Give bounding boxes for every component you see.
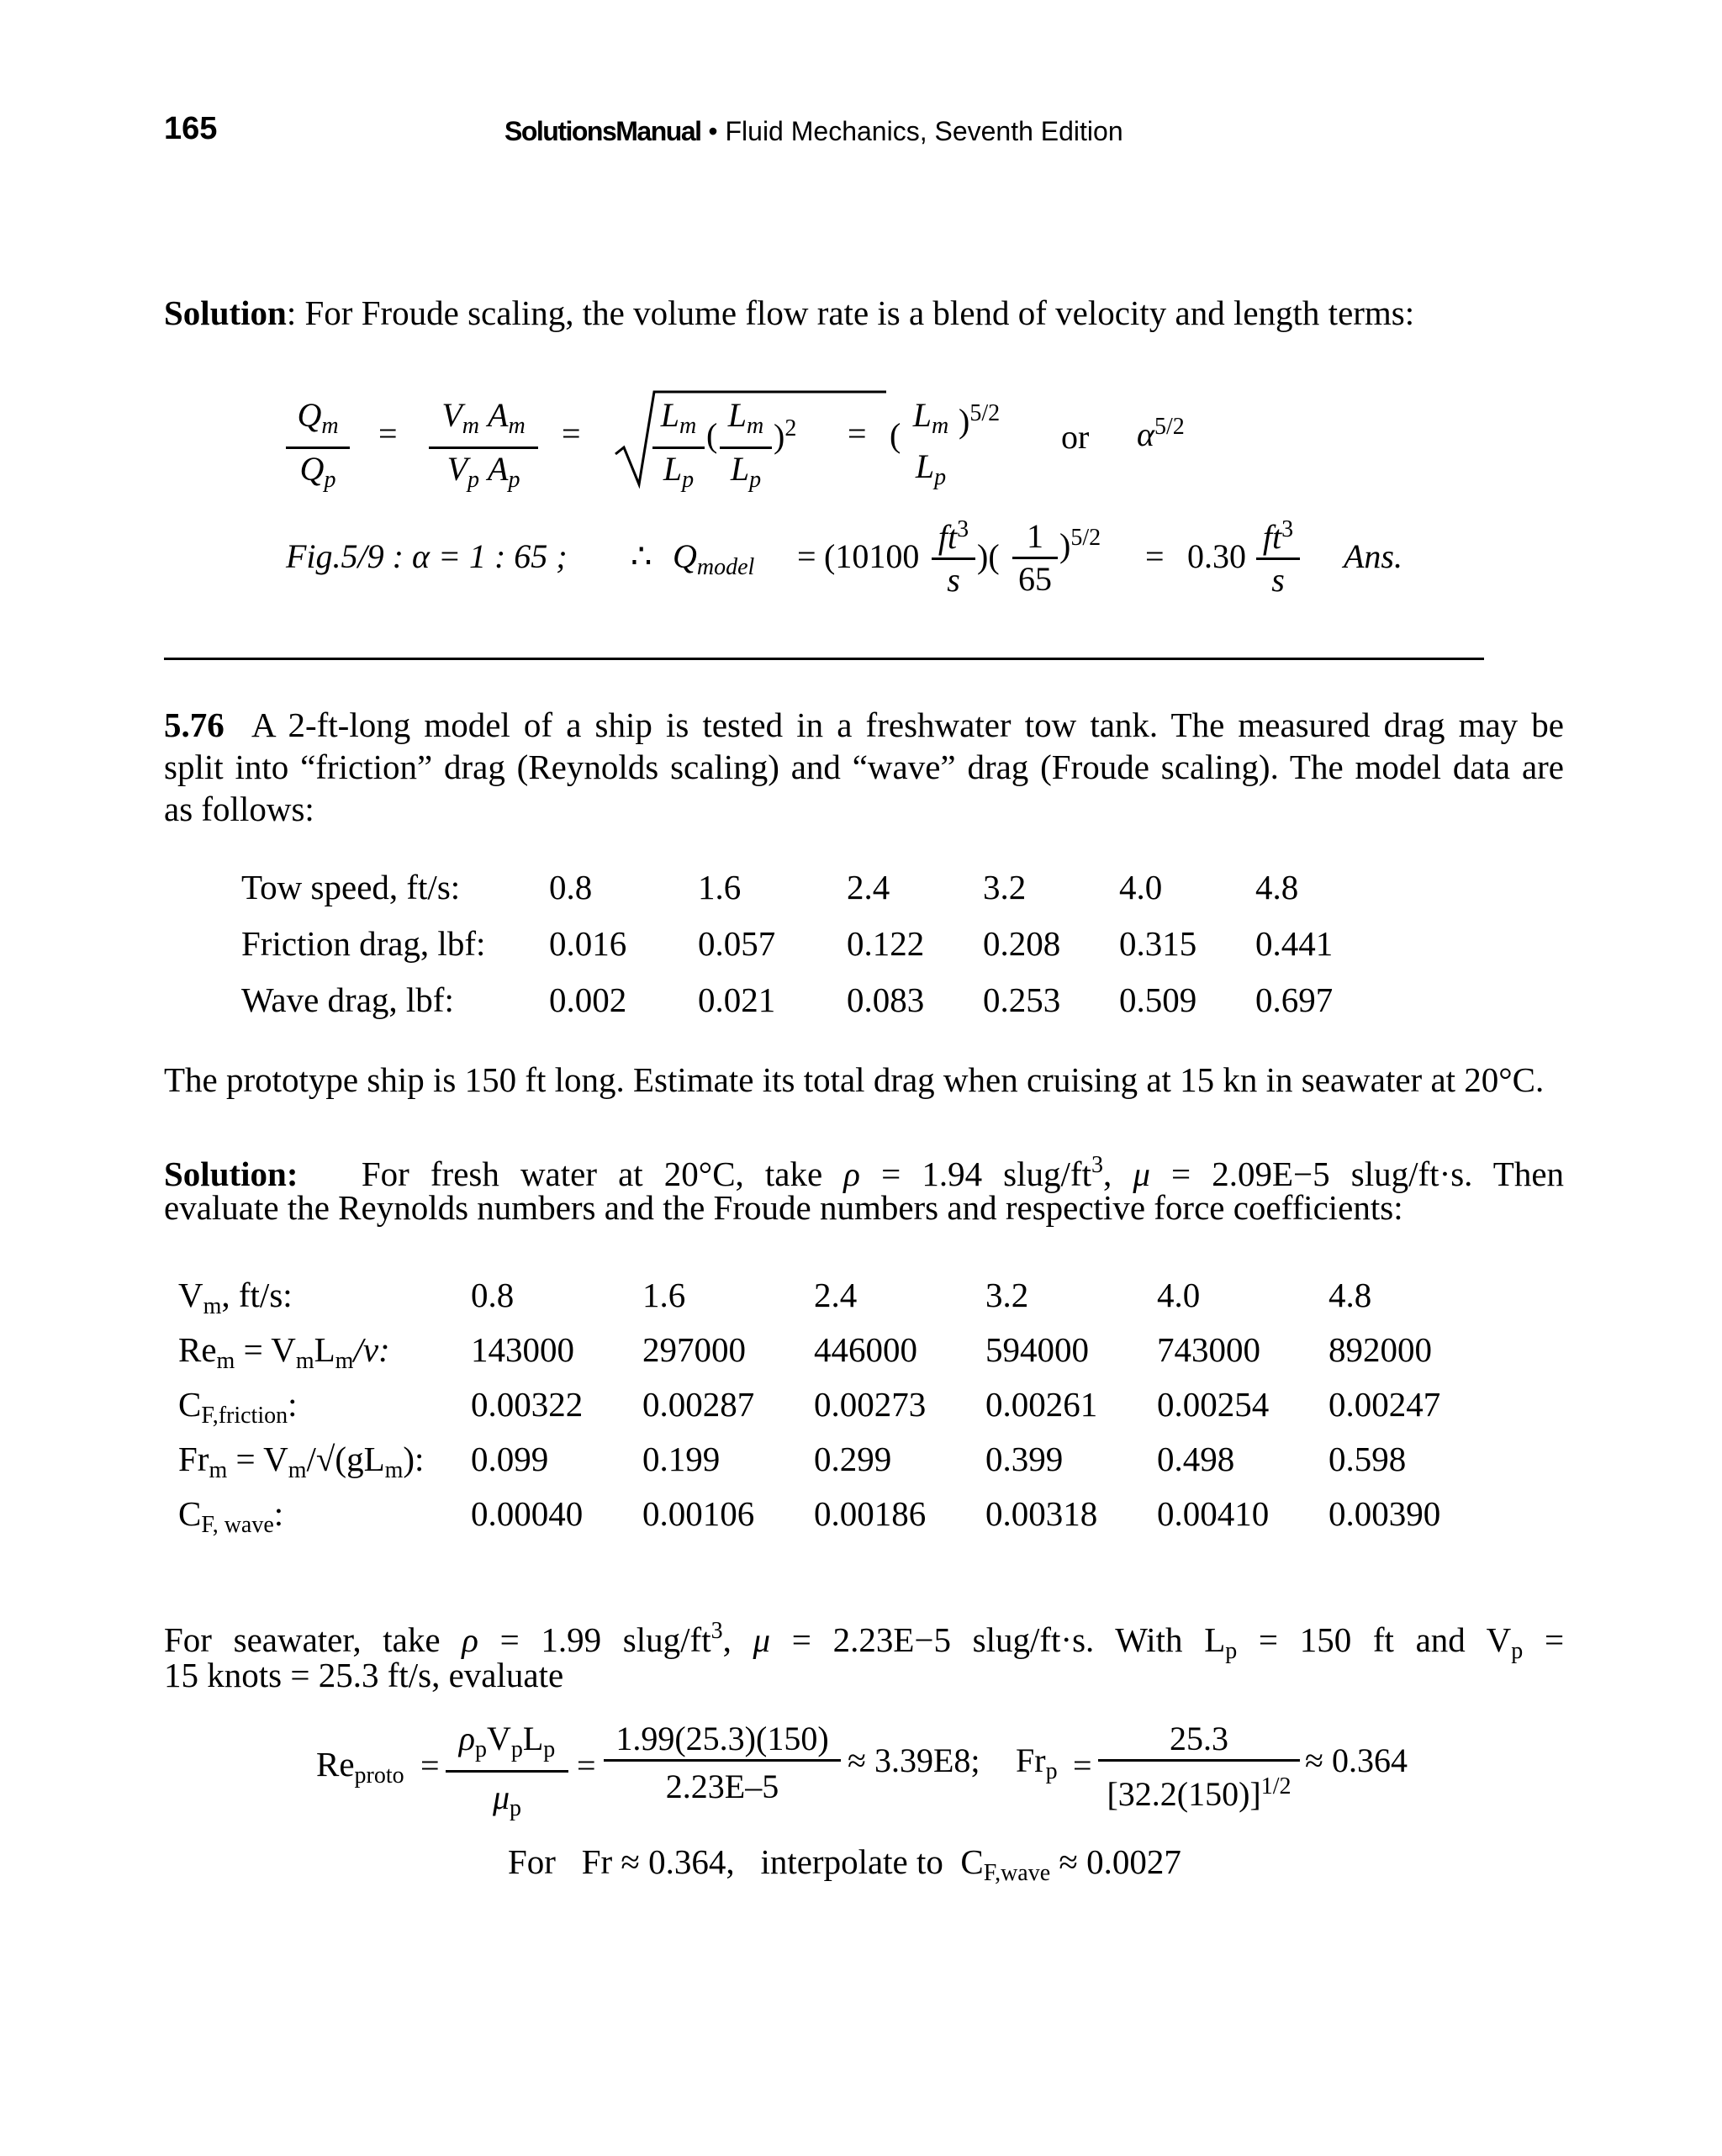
paren-middle: )( xyxy=(977,537,1000,575)
running-head-bullet: • xyxy=(708,116,718,146)
page-number: 165 xyxy=(164,111,218,146)
result-value: 0.30 xyxy=(1187,537,1246,575)
table-row: Friction drag, lbf: 0.016 0.057 0.122 0.208 0.315 0.441 xyxy=(241,924,1334,963)
alpha-power: $\alpha^{5/2}$ xyxy=(1137,414,1185,453)
froude-approx: ≈ 0.364 xyxy=(1305,1741,1408,1779)
interpolation-line: For Fr ≈ 0.364, interpolate to $C_{F,wave} \approx 0.0027$ xyxy=(508,1842,1181,1886)
table-row: $C_{F, wave}$: 0.00040 0.00106 0.00186 0.00318 0.00410 0.00390 xyxy=(178,1494,1441,1538)
fraction-froude: $\frac{25.3}{[32.2(150)]^{1/2}}$ xyxy=(1098,1719,1300,1815)
problem-line-3: as follows: xyxy=(164,790,314,828)
problem-line-2: split into “friction” drag (Reynolds scaling) and “wave” drag (Froude scaling). The model data are xyxy=(164,748,1564,786)
running-head xyxy=(504,116,1123,147)
figure-ratio: Fig.5/9 : α = 1 : 65 ; xyxy=(286,537,568,575)
equals-sign: = xyxy=(378,415,398,452)
fraction-lm-lp-power: $L_m$ $L_p$ xyxy=(912,396,949,490)
therefore-symbol: ∴ xyxy=(631,537,652,575)
problem-line-1: 5.76 A 2-ft-long model of a ship is tested in a freshwater tow tank. The measured drag may be xyxy=(164,705,1564,744)
fraction-numeric-reynolds: $\frac{1.99(25.3)(150)}{2.23E-5}$ xyxy=(604,1719,841,1807)
table-row: $Re_m = V_mL_m/\nu$: 143000 297000 446000 594000 743000 892000 xyxy=(178,1330,1432,1374)
solution-2-line-2: evaluate the Reynolds numbers and the Froude numbers and respective force coefficients: xyxy=(164,1188,1403,1227)
fraction-ft3-s-result: $\frac{ft^3}{s}$ xyxy=(1256,510,1300,600)
table-row: $Fr_m = V_m/√(gL_m)$: 0.099 0.199 0.299 0.399 0.498 0.598 xyxy=(178,1440,1407,1483)
seawater-line-1: For seawater, take ρ = 1.99 slug/$ft^3$, μ = 2.23E−5 slug/ft·s. With $L_p = 150$ ft and $V_p$ = xyxy=(164,1618,1565,1664)
paren-close-squared: )$^2$ xyxy=(774,415,797,455)
table-row: Wave drag, lbf: 0.002 0.021 0.083 0.253 0.509 0.697 xyxy=(241,980,1334,1019)
paren-open: ( xyxy=(890,416,901,454)
paren-close-power: )$^{5/2}$ xyxy=(959,400,1001,440)
answer-label: Ans. xyxy=(1344,537,1402,575)
equals-sign: = xyxy=(577,1746,596,1784)
q-model: $Q_{model}$ xyxy=(673,537,755,580)
section-divider xyxy=(164,658,1484,660)
equals-sign: = xyxy=(797,537,816,575)
fraction-lm-lp-squared: $\frac{L_m}{L_p}$ xyxy=(720,395,772,500)
seawater-line-2: 15 knots = 25.3 ft/s, evaluate xyxy=(164,1656,564,1694)
paren-open: ( xyxy=(706,416,718,454)
fraction-velocity-area: $\frac{V_m A_m}{V_p A_p}$ xyxy=(429,395,538,500)
running-head-book: Fluid Mechanics, Seventh Edition xyxy=(725,116,1123,146)
equals-sign: = xyxy=(420,1746,440,1784)
fr-proto: $Fr_p$ xyxy=(1016,1741,1058,1784)
solution-intro-text: : For Froude scaling, the volume flow rate is a blend of velocity and length terms: xyxy=(286,293,1415,332)
table-row: $C_{F,friction}$: 0.00322 0.00287 0.00273 0.00261 0.00254 0.00247 xyxy=(178,1385,1441,1429)
equals-sign: = xyxy=(562,415,581,452)
fraction-lm-lp: $\frac{L_m}{L_p}$ xyxy=(652,395,705,500)
problem-number: 5.76 xyxy=(164,705,224,744)
running-head-brand: SolutionsManual xyxy=(504,116,701,146)
paren-close-power: )$^{5/2}$ xyxy=(1059,525,1101,564)
model-data-table xyxy=(241,859,1418,1028)
fraction-one-over-65: $\frac{1}{65}$ xyxy=(1012,516,1058,600)
equals-sign: = xyxy=(1073,1746,1092,1784)
fraction-ft3-s: $\frac{ft^3}{s}$ xyxy=(932,510,975,600)
coefficient-table xyxy=(178,1267,1482,1540)
equals-sign: = xyxy=(848,415,867,452)
reynolds-approx: ≈ 3.39E8; xyxy=(848,1741,980,1779)
solution-intro xyxy=(164,291,1414,335)
fraction-rho-v-l-over-mu: $\rho_pV_pL_p$ $\mu_p$ xyxy=(446,1719,568,1829)
solution-2-line-1: Solution: For fresh water at 20°C, take ρ = 1.94 slug/$ft^3$, μ = 2.09E−5 slug/ft·s. Then xyxy=(164,1152,1565,1193)
or-word: or xyxy=(1061,418,1090,456)
flow-value-open: (10100 xyxy=(824,537,920,575)
prototype-statement: The prototype ship is 150 ft long. Estimate its total drag when cruising at 15 kn in seawater at 20°C. xyxy=(164,1060,1545,1099)
table-row: Tow speed, ft/s: 0.8 1.6 2.4 3.2 4.0 4.8 xyxy=(241,868,1299,906)
fraction-qm-qp: $\frac{Q_m}{Q_p}$ xyxy=(286,395,350,500)
equals-sign: = xyxy=(1145,537,1165,575)
solution-label: Solution xyxy=(164,293,287,332)
table-row: $V_m$, ft/s: 0.8 1.6 2.4 3.2 4.0 4.8 xyxy=(178,1276,1372,1319)
re-proto: $Re_{proto}$ xyxy=(316,1745,404,1789)
